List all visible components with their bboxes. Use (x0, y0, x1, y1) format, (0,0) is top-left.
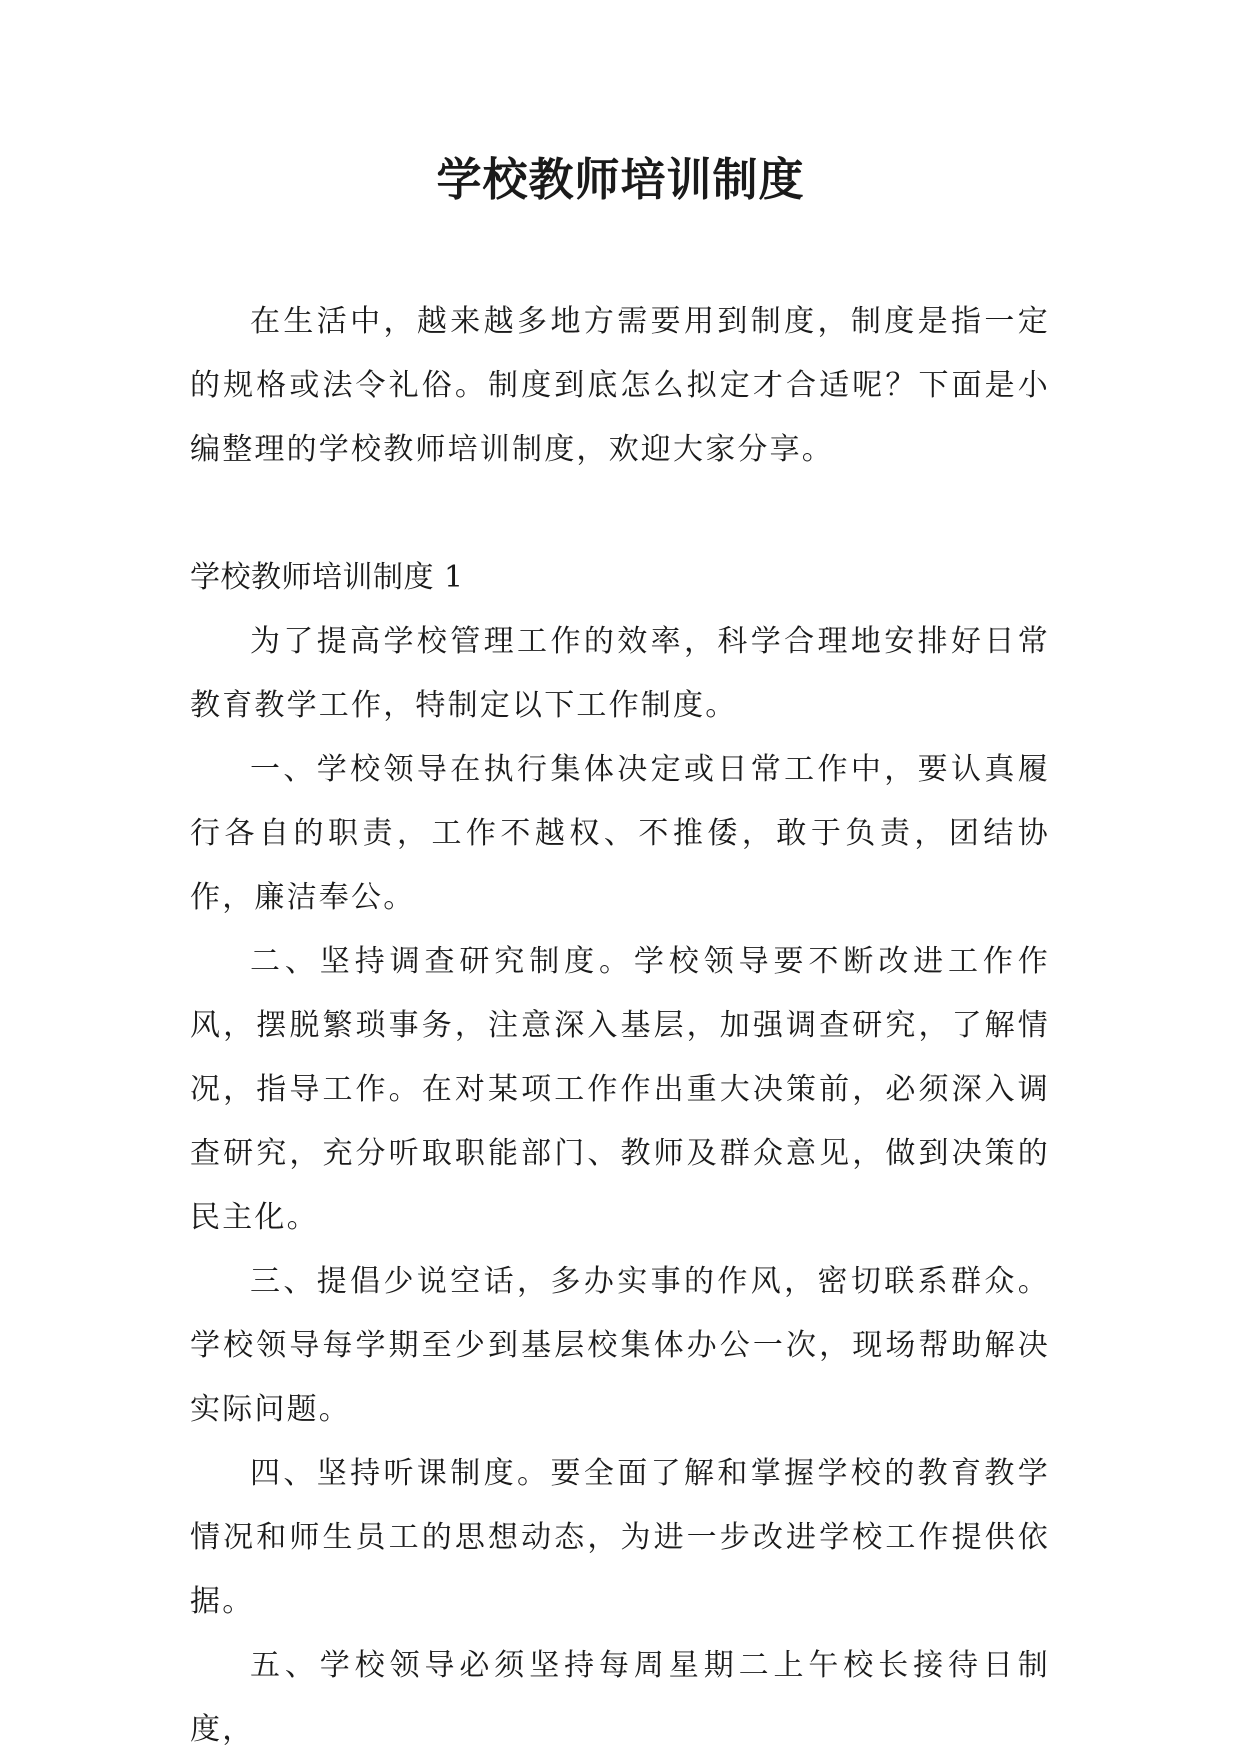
document-title: 学校教师培训制度 (436, 153, 805, 206)
intro-paragraph: 在生活中，越来越多地方需要用到制度，制度是指一定的规格或法令礼俗。制度到底怎么拟定才合适呢？下面是小编整理的学校教师培训制度，欢迎大家分享。 (190, 304, 1050, 467)
paragraph-spacer (190, 482, 1050, 546)
body-paragraph-0: 为了提高学校管理工作的效率，科学合理地安排好日常教育教学工作，特制定以下工作制度。 (190, 624, 1050, 723)
body-paragraph-5: 五、学校领导必须坚持每周星期二上午校长接待日制度， (190, 1648, 1050, 1747)
body-paragraph-3: 三、提倡少说空话，多办实事的作风，密切联系群众。学校领导每学期至少到基层校集体办公一次，现场帮助解决实际问题。 (190, 1264, 1050, 1427)
document-body (190, 290, 1050, 1762)
section-heading: 学校教师培训制度 1 (190, 560, 464, 595)
body-paragraph-1: 一、学校领导在执行集体决定或日常工作中，要认真履行各自的职责，工作不越权、不推倭，敢于负责，团结协作，廉洁奉公。 (190, 752, 1050, 915)
body-paragraph-2: 二、坚持调查研究制度。学校领导要不断改进工作作风，摆脱繁琐事务，注意深入基层，加强调查研究，了解情况，指导工作。在对某项工作作出重大决策前，必须深入调查研究，充分听取职能部门、教师及群众意见，做到决策的民主化。 (190, 944, 1050, 1235)
body-paragraph-4: 四、坚持听课制度。要全面了解和掌握学校的教育教学情况和师生员工的思想动态，为进一步改进学校工作提供依据。 (190, 1456, 1050, 1619)
